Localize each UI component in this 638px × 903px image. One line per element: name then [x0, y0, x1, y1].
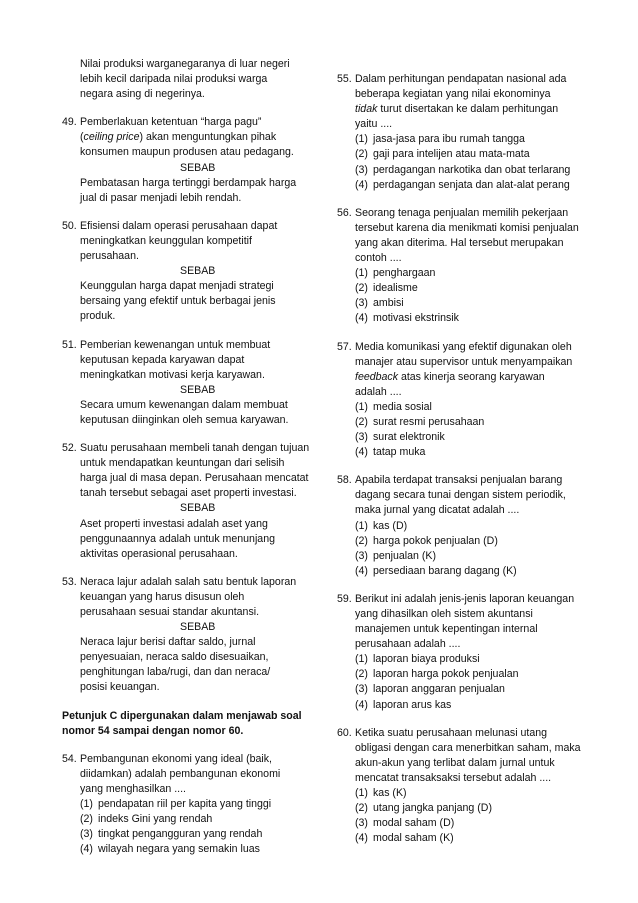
text-line: meningkatkan motivasi kerja karyawan.: [80, 368, 265, 381]
question-number: 56.: [337, 206, 352, 219]
option-number: (1): [355, 653, 368, 666]
text-line: penghitungan laba/rugi, dan dan neraca/: [80, 666, 271, 679]
question-56: [337, 206, 597, 327]
text-line: Suatu perusahaan membeli tanah dengan tujuan: [80, 442, 310, 455]
text-line: beberapa kegiatan yang nilai ekonominya: [355, 88, 551, 101]
question-51: [62, 338, 314, 429]
text-line: perusahaan adalah ....: [355, 638, 461, 651]
option-text: laporan arus kas: [373, 698, 452, 711]
sebab-label: SEBAB: [180, 502, 216, 515]
text-line: obligasi dengan cara menerbitkan saham, maka: [355, 741, 581, 754]
option-number: (2): [355, 668, 368, 681]
text-line: Berikut ini adalah jenis-jenis laporan keuangan: [355, 592, 575, 605]
option: [80, 812, 314, 827]
option-number: (3): [355, 817, 368, 830]
option-text: pendapatan riil per kapita yang tinggi: [98, 798, 272, 811]
option-number: (1): [355, 787, 368, 800]
question-number: 55.: [337, 73, 352, 85]
text-line: perusahaan.: [80, 250, 139, 263]
option-number: (2): [355, 148, 368, 161]
question-number: 50.: [62, 219, 77, 232]
option: [355, 831, 597, 846]
option-number: (2): [80, 813, 93, 826]
option-number: (1): [355, 400, 368, 413]
option-text: perdagangan senjata dan alat-alat perang: [373, 178, 570, 191]
option-text: kas (K): [373, 787, 407, 800]
question-55: [337, 72, 597, 193]
text-line: manajemen untuk kepentingan internal: [355, 623, 538, 636]
option-number: (4): [355, 446, 368, 459]
text-line: meningkatkan keunggulan kompetitif: [80, 234, 252, 247]
sebab-label: SEBAB: [180, 383, 216, 396]
text-line: Aset properti investasi adalah aset yang: [80, 517, 268, 530]
option-number: (4): [355, 312, 368, 325]
option-number: (4): [355, 564, 368, 577]
text-line: Ketika suatu perusahaan melunasi utang: [355, 726, 547, 739]
text-line: akun-akun yang terlibat dalam jurnal untuk: [355, 756, 555, 769]
option-text: ambisi: [373, 297, 404, 310]
option-number: (4): [355, 698, 368, 711]
question-50: [62, 219, 314, 325]
left-column: [62, 57, 314, 857]
right-column: [337, 72, 597, 846]
text-line: harga jual di masa depan. Perusahaan mencatat: [80, 472, 309, 485]
question-number: 54.: [62, 752, 77, 765]
sebab-label: SEBAB: [180, 621, 216, 634]
option: [355, 415, 597, 430]
option-number: (3): [355, 683, 368, 696]
option: [355, 281, 597, 296]
text-line: contoh ....: [355, 252, 402, 265]
text-line: Pemberlakuan ketentuan “harga pagu”: [80, 116, 262, 129]
text-line: dagang secara tunai dengan sistem periodik,: [355, 489, 566, 502]
text-line: Seorang tenaga penjualan memilih pekerjaan: [355, 206, 569, 219]
question-54: [62, 752, 314, 858]
text-line: mencatat transaksaksi tersebut adalah ....: [355, 771, 552, 784]
option-number: (4): [355, 832, 368, 845]
text-line: Pemberian kewenangan untuk membuat: [80, 338, 271, 351]
text-line: jual di pasar menjadi lebih rendah.: [80, 191, 242, 204]
option-text: harga pokok penjualan (D): [373, 534, 498, 547]
option: [355, 445, 597, 460]
text-line: yaitu ....: [355, 118, 393, 131]
option-text: tingkat pengangguran yang rendah: [98, 828, 263, 841]
text-line-with-italic: (ceiling price) akan menguntungkan pihak: [80, 131, 277, 144]
question-48-continuation: [62, 57, 314, 102]
option: [355, 178, 597, 193]
text-line: lebih kecil daripada nilai produksi warga: [80, 73, 268, 86]
text-line: keputusan diinginkan oleh semua karyawan.: [80, 413, 289, 426]
option-text: wilayah negara yang semakin luas: [98, 843, 260, 856]
question-number: 60.: [337, 726, 352, 739]
option-text: kas (D): [373, 519, 408, 532]
text-line: yang menghasilkan ....: [80, 782, 186, 795]
text-line: keuangan yang harus disusun oleh: [80, 590, 245, 603]
option-text: gaji para intelijen atau mata-mata: [373, 148, 530, 161]
italic-term: tidak: [355, 103, 378, 116]
text-line: Media komunikasi yang efektif digunakan oleh: [355, 340, 572, 353]
option-number: (2): [355, 282, 368, 295]
option-number: (2): [355, 534, 368, 547]
option-number: (3): [80, 828, 93, 841]
option-number: (3): [355, 431, 368, 444]
text-line: yang akan diterima. Hal tersebut merupakan: [355, 236, 564, 249]
text-line: Pembangunan ekonomi yang ideal (baik,: [80, 752, 272, 765]
option-number: (2): [355, 415, 368, 428]
text-line: Nilai produksi warganegaranya di luar negeri: [80, 58, 290, 70]
text-line: Dalam perhitungan pendapatan nasional ada: [355, 73, 567, 85]
sebab-label: SEBAB: [180, 161, 216, 174]
option: [80, 797, 314, 812]
text-line-with-italic: [355, 102, 597, 117]
option-text: penjualan (K): [373, 549, 437, 562]
italic-term: feedback: [355, 370, 398, 383]
italic-term: ceiling price: [83, 131, 140, 144]
question-57: [337, 340, 597, 461]
text-line: manajer atau supervisor untuk menyampaikan: [355, 355, 573, 368]
option: [355, 698, 597, 713]
option: [355, 296, 597, 311]
option-text: perdagangan narkotika dan obat terlarang: [373, 163, 571, 176]
text-line: Secara umum kewenangan dalam membuat: [80, 398, 288, 411]
option-number: (1): [80, 798, 93, 811]
option: [80, 842, 314, 857]
option-text: modal saham (K): [373, 832, 454, 845]
option-text: modal saham (D): [373, 817, 455, 830]
option: [355, 549, 597, 564]
option-number: (2): [355, 802, 368, 815]
question-58: [337, 473, 597, 579]
option-text: persediaan barang dagang (K): [373, 564, 517, 577]
option-text: surat resmi perusahaan: [373, 415, 485, 428]
option-text: tatap muka: [373, 446, 426, 459]
text-line: negara asing di negerinya.: [80, 88, 205, 101]
question-number: 51.: [62, 338, 77, 351]
option: [80, 827, 314, 842]
text-line: Apabila terdapat transaksi penjualan barang: [355, 474, 563, 487]
option-text: laporan anggaran penjualan: [373, 683, 505, 696]
option-text: utang jangka panjang (D): [373, 802, 492, 815]
text-line: untuk mendapatkan keuntungan dari selisih: [80, 457, 285, 470]
question-53: [62, 575, 314, 696]
text-line: Neraca lajur adalah salah satu bentuk laporan: [80, 575, 297, 588]
question-59: [337, 592, 597, 713]
option-text: motivasi ekstrinsik: [373, 312, 459, 325]
text-line: adalah ....: [355, 385, 402, 398]
question-52: [62, 441, 314, 562]
option-text: laporan harga pokok penjualan: [373, 668, 519, 681]
text-line: keputusan kepada karyawan dapat: [80, 353, 245, 366]
option: [355, 564, 597, 579]
option-text: jasa-jasa para ibu rumah tangga: [373, 133, 525, 146]
option: [355, 311, 597, 326]
text-line: penggunaannya adalah untuk menunjang: [80, 532, 275, 545]
text-line: konsumen maupun produsen atau pedagang.: [80, 146, 294, 159]
option-number: (1): [355, 519, 368, 532]
text-line: bersaing yang efektif untuk berbagai jenis: [80, 295, 276, 308]
sebab-label: SEBAB: [180, 265, 216, 278]
text-line: Neraca lajur berisi daftar saldo, jurnal: [80, 636, 256, 649]
option: [355, 400, 597, 415]
option: [355, 534, 597, 549]
text-fragment: turut disertakan ke dalam perhitungan: [377, 103, 559, 116]
option-number: (4): [80, 843, 93, 856]
option: [355, 132, 597, 147]
option-number: (3): [355, 163, 368, 176]
option: [355, 163, 597, 178]
option-text: idealisme: [373, 282, 418, 295]
text-line: nomor 54 sampai dengan nomor 60.: [62, 724, 244, 737]
text-line: Keunggulan harga dapat menjadi strategi: [80, 280, 274, 293]
option: [355, 682, 597, 697]
option-number: (1): [355, 133, 368, 146]
text-line: Petunjuk C dipergunakan dalam menjawab soal: [62, 709, 302, 722]
option: [355, 430, 597, 445]
text-line: perusahaan sesuai standar akuntansi.: [80, 606, 260, 618]
question-number: 57.: [337, 340, 352, 353]
option: [355, 816, 597, 831]
option-text: laporan biaya produksi: [373, 653, 480, 666]
option-text: penghargaan: [373, 267, 436, 280]
question-number: 58.: [337, 474, 352, 487]
question-number: 49.: [62, 116, 77, 129]
option: [355, 147, 597, 162]
text-line: Pembatasan harga tertinggi berdampak harga: [80, 176, 297, 189]
option-text: media sosial: [373, 400, 432, 413]
instruction-text: [62, 709, 314, 739]
question-number: 52.: [62, 442, 77, 455]
option: [355, 786, 597, 801]
option-number: (3): [355, 297, 368, 310]
text-line-with-italic: [355, 370, 597, 385]
text-line: tersebut karena dia menikmati komisi penjualan: [355, 221, 579, 234]
question-number: 59.: [337, 592, 352, 605]
question-number: 53.: [62, 575, 77, 588]
option: [355, 266, 597, 281]
option: [355, 801, 597, 816]
question-49: [62, 115, 314, 206]
text-line: produk.: [80, 310, 116, 323]
text-line: maka jurnal yang dicatat adalah ....: [355, 504, 520, 517]
text-line: Efisiensi dalam operasi perusahaan dapat: [80, 219, 278, 232]
text-line: yang dihasilkan oleh sistem akuntansi: [355, 608, 533, 620]
text-line: diidamkan) adalah pembangunan ekonomi: [80, 767, 281, 780]
text-line: tanah tersebut sebagai aset properti investasi.: [80, 487, 297, 500]
option-number: (4): [355, 178, 368, 191]
option: [355, 519, 597, 534]
option-text: surat elektronik: [373, 431, 445, 444]
text-line: penyesuaian, neraca saldo disesuaikan,: [80, 651, 269, 664]
option-text: indeks Gini yang rendah: [98, 813, 213, 826]
text-line: aktivitas operasional perusahaan.: [80, 547, 238, 560]
option: [355, 652, 597, 667]
option: [355, 667, 597, 682]
text-fragment: atas kinerja seorang karyawan: [398, 370, 545, 383]
option-number: (1): [355, 267, 368, 280]
text-line: posisi keuangan.: [80, 681, 160, 694]
question-60: [337, 726, 597, 847]
option-number: (3): [355, 549, 368, 562]
